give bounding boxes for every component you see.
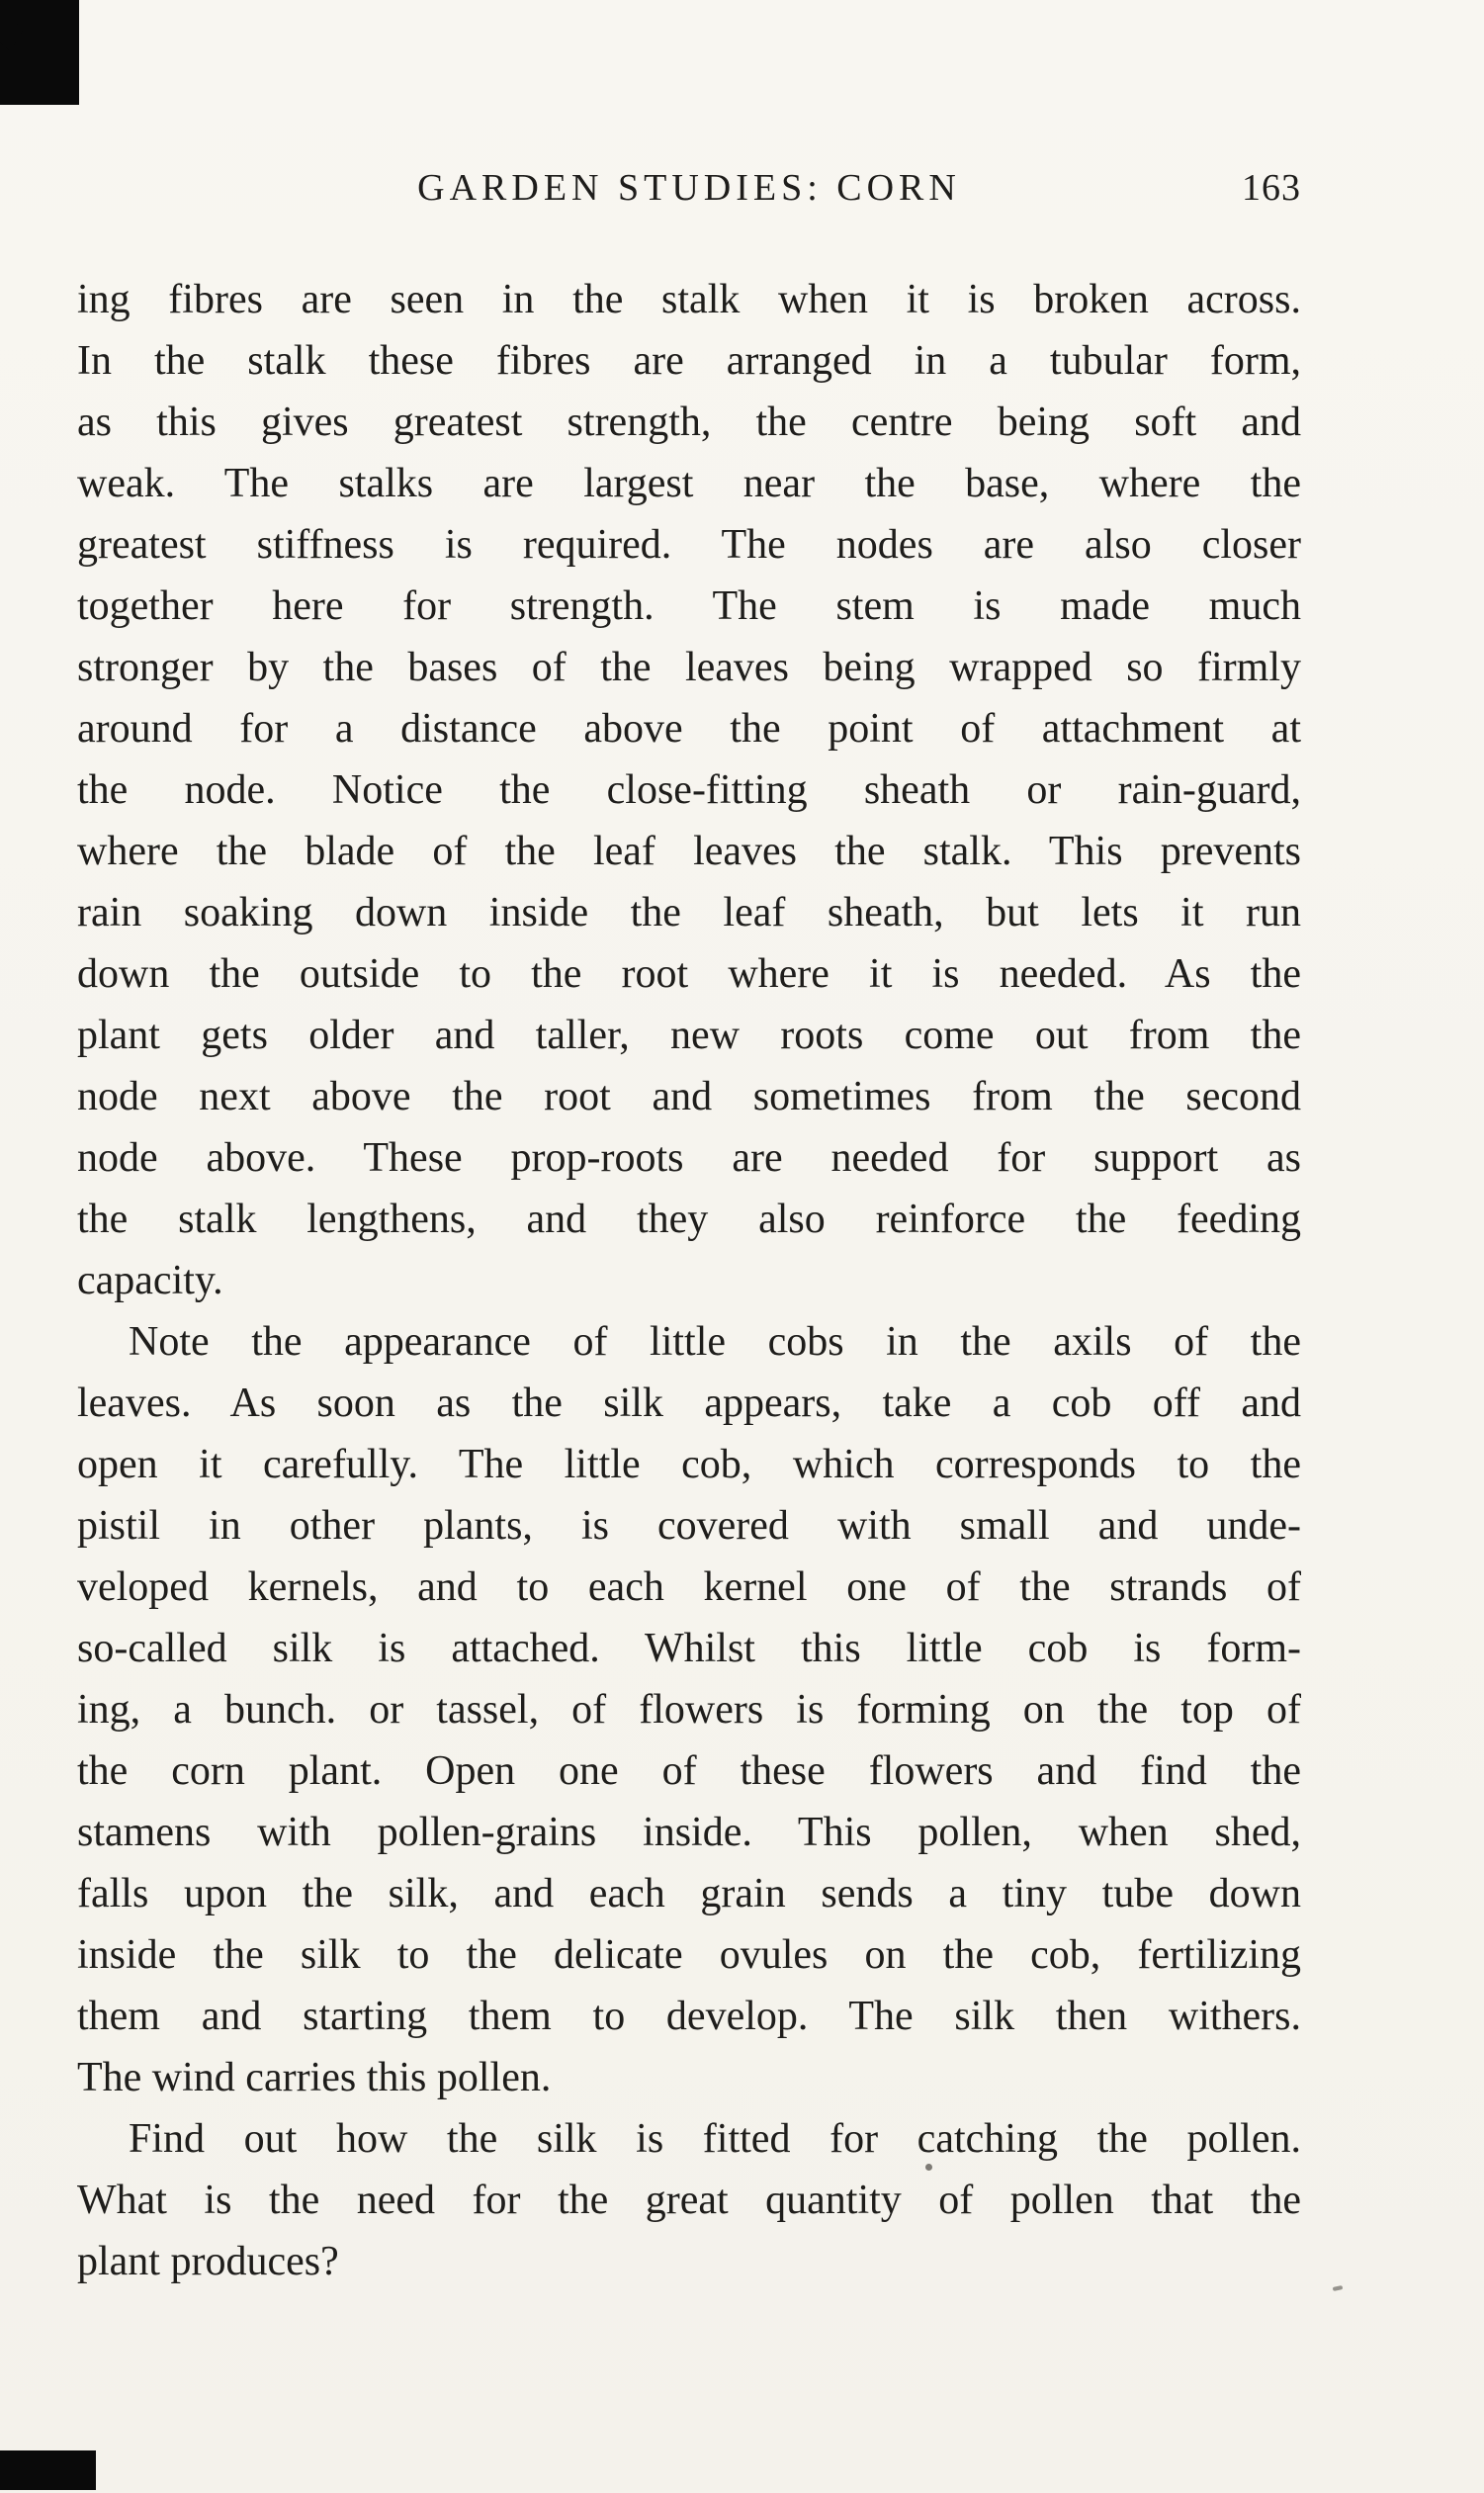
text-line: stamens with pollen-grains inside. This pollen, when shed, (77, 1810, 1301, 1855)
paragraph-3 (77, 2108, 1301, 2292)
page-number: 163 (1242, 167, 1301, 209)
text-line: falls upon the silk, and each grain sends a tiny tube down (77, 1871, 1301, 1916)
text-line: plant produces? (77, 2239, 339, 2284)
text-line: Find out how the silk is fitted for catching the pollen. (129, 2116, 1301, 2162)
text-line: greatest stiffness is required. The nodes are also closer (77, 522, 1301, 568)
text-line: stronger by the bases of the leaves being wrapped so firmly (77, 645, 1301, 690)
text-line: pistil in other plants, is covered with small and unde- (77, 1503, 1301, 1549)
text-line: the corn plant. Open one of these flowers and find the (77, 1748, 1301, 1794)
text-line: where the blade of the leaf leaves the stalk. This prevents (77, 829, 1301, 874)
text-line: veloped kernels, and to each kernel one of the strands of (77, 1564, 1301, 1610)
text-line: weak. The stalks are largest near the base, where the (77, 461, 1301, 506)
text-line: Note the appearance of little cobs in the axils of the (129, 1319, 1301, 1365)
text-line: node next above the root and sometimes from the second (77, 1074, 1301, 1119)
text-line: capacity. (77, 1258, 223, 1303)
running-header (77, 166, 1301, 214)
paragraph-2 (77, 1311, 1301, 2108)
text-line: What is the need for the great quantity of pollen that the (77, 2178, 1301, 2223)
scan-ink-blot-bottom-left (0, 2450, 96, 2490)
paragraph-1 (77, 269, 1301, 1311)
page-body (77, 269, 1301, 2292)
text-line: ing, a bunch. or tassel, of flowers is forming on the top of (77, 1687, 1301, 1733)
text-line: them and starting them to develop. The silk then withers. (77, 1994, 1301, 2039)
text-line: so-called silk is attached. Whilst this little cob is form- (77, 1626, 1301, 1671)
text-line: the stalk lengthens, and they also reinforce the feeding (77, 1197, 1301, 1242)
text-line: node above. These prop-roots are needed for support as (77, 1135, 1301, 1181)
text-line: rain soaking down inside the leaf sheath, but lets it run (77, 890, 1301, 935)
text-line: open it carefully. The little cob, which corresponds to the (77, 1442, 1301, 1487)
text-line: down the outside to the root where it is needed. As the (77, 951, 1301, 997)
text-line: together here for strength. The stem is made much (77, 583, 1301, 629)
text-line: the node. Notice the close-fitting sheath or rain-guard, (77, 767, 1301, 813)
scan-speck (925, 2164, 932, 2171)
text-line: In the stalk these fibres are arranged in a tubular form, (77, 338, 1301, 384)
text-line: inside the silk to the delicate ovules on the cob, fertilizing (77, 1932, 1301, 1978)
text-line: around for a distance above the point of attachment at (77, 706, 1301, 752)
text-line: The wind carries this pollen. (77, 2055, 552, 2100)
text-line: ing fibres are seen in the stalk when it is broken across. (77, 277, 1301, 322)
text-line: as this gives greatest strength, the centre being soft and (77, 400, 1301, 445)
scan-speck (1333, 2285, 1344, 2291)
running-title: GARDEN STUDIES: CORN (417, 167, 961, 209)
text-line: leaves. As soon as the silk appears, take a cob off and (77, 1380, 1301, 1426)
text-line: plant gets older and taller, new roots come out from the (77, 1013, 1301, 1058)
